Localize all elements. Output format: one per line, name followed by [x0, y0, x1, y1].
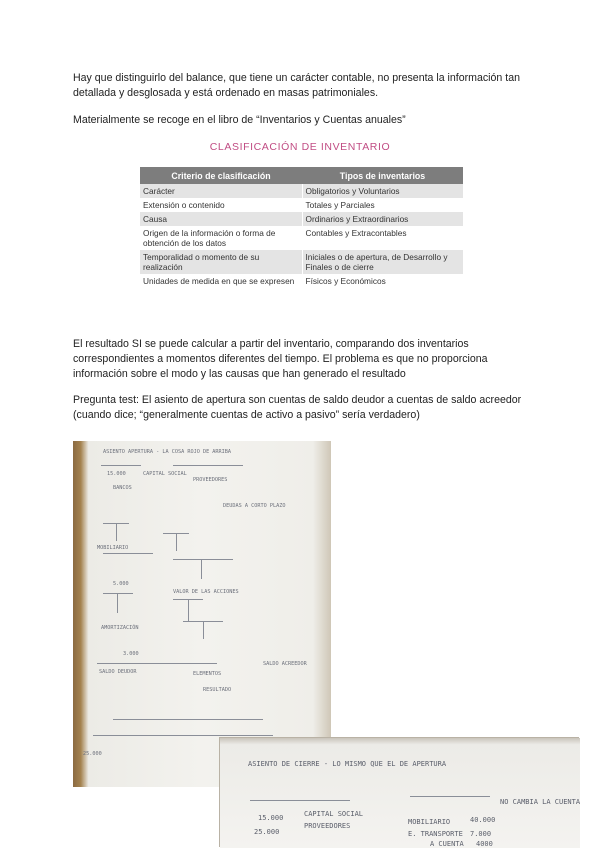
note-text: MOBILIARIO — [97, 545, 129, 551]
note-text: SALDO ACREEDOR — [263, 661, 307, 667]
header-tipos: Tipos de inventarios — [302, 167, 463, 184]
handwritten-notes-photo-2 — [220, 738, 580, 848]
classification-table — [140, 167, 463, 288]
note-text: CAPITAL SOCIAL — [304, 810, 364, 818]
table-row — [140, 212, 463, 226]
table-cell: Contables y Extracontables — [302, 226, 463, 250]
note-text: 4000 — [476, 840, 493, 848]
table-row — [140, 198, 463, 212]
note-text: PROVEEDORES — [193, 477, 228, 483]
section-title: CLASIFICACIÓN DE INVENTARIO — [209, 141, 391, 153]
intro-paragraph: Hay que distinguirlo del balance, que tiene un carácter contable, no presenta la información tan detallada y desglosada y está ordenado en masas patrimoniales. — [73, 72, 520, 99]
note-text: 7.000 — [470, 830, 492, 838]
table-cell: Físicos y Económicos — [302, 274, 463, 288]
note-text: MOBILIARIO — [408, 818, 451, 826]
note-text: 15.000 — [258, 814, 284, 822]
note-text: ELEMENTOS — [193, 671, 222, 677]
table-cell: Ordinarios y Extraordinarios — [302, 212, 463, 226]
note-text: DEUDAS A CORTO PLAZO — [223, 503, 286, 509]
table-cell: Causa — [140, 212, 302, 226]
table-cell: Unidades de medida en que se expresen — [143, 276, 295, 286]
note-text: 25.000 — [254, 828, 280, 836]
table-cell: Iniciales o de apertura, de Desarrollo y Finales o de cierre — [302, 250, 463, 274]
note-text: 5.000 — [113, 581, 129, 587]
note-text: VALOR DE LAS ACCIONES — [173, 589, 239, 595]
table-cell: Obligatorios y Voluntarios — [302, 184, 463, 198]
result-paragraph: El resultado SI se puede calcular a partir del inventario, comparando dos inventarios correspondientes a momentos diferentes del tiempo. El problema es que no proporciona información sobre el modo y las causas que han generado el resultado — [73, 338, 488, 380]
table-row — [140, 250, 463, 274]
note-text: AMORTIZACIÓN — [101, 625, 139, 631]
test-question-paragraph: Pregunta test: El asiento de apertura son cuentas de saldo deudor a cuentas de saldo acreedor (cuando dice; “generalmente cuentas de activo a pasivo” sería verdadero) — [73, 394, 522, 421]
table-row — [140, 226, 463, 250]
note-text: PROVEEDORES — [304, 822, 351, 830]
table-row — [140, 274, 463, 288]
table-cell: Temporalidad o momento de su realización — [140, 250, 302, 274]
note-text: 3.000 — [123, 651, 139, 657]
note-text: ASIENTO DE CIERRE - LO MISMO QUE EL DE APERTURA — [248, 760, 447, 768]
table-cell: Extensión o contenido — [143, 200, 225, 210]
note-text: A CUENTA — [430, 840, 464, 848]
note-text: ASIENTO APERTURA - LA COSA ROJO DE ARRIBA — [103, 449, 232, 455]
note-text: E. TRANSPORTE — [408, 830, 463, 838]
note-text: BANCOS — [113, 485, 132, 491]
book-paragraph: Materialmente se recoge en el libro de “Inventarios y Cuentas anuales” — [73, 114, 406, 126]
table-cell: Totales y Parciales — [302, 198, 463, 212]
note-text: 15.000 — [107, 471, 126, 477]
note-text: 25.000 — [83, 751, 102, 757]
note-text: CAPITAL SOCIAL — [143, 471, 187, 477]
table-row — [140, 184, 463, 198]
note-text: RESULTADO — [203, 687, 232, 693]
note-text: 40.000 — [470, 816, 496, 824]
handwritten-notes-photo-1 — [73, 441, 331, 787]
table-header-row — [140, 167, 463, 184]
note-text: SALDO DEUDOR — [99, 669, 137, 675]
header-criterio: Criterio de clasificación — [140, 167, 302, 184]
table-cell: Origen de la información o forma de obtención de los datos — [143, 228, 276, 248]
note-text: NO CAMBIA LA CUENTA — [500, 798, 580, 806]
table-cell: Carácter — [140, 184, 302, 198]
